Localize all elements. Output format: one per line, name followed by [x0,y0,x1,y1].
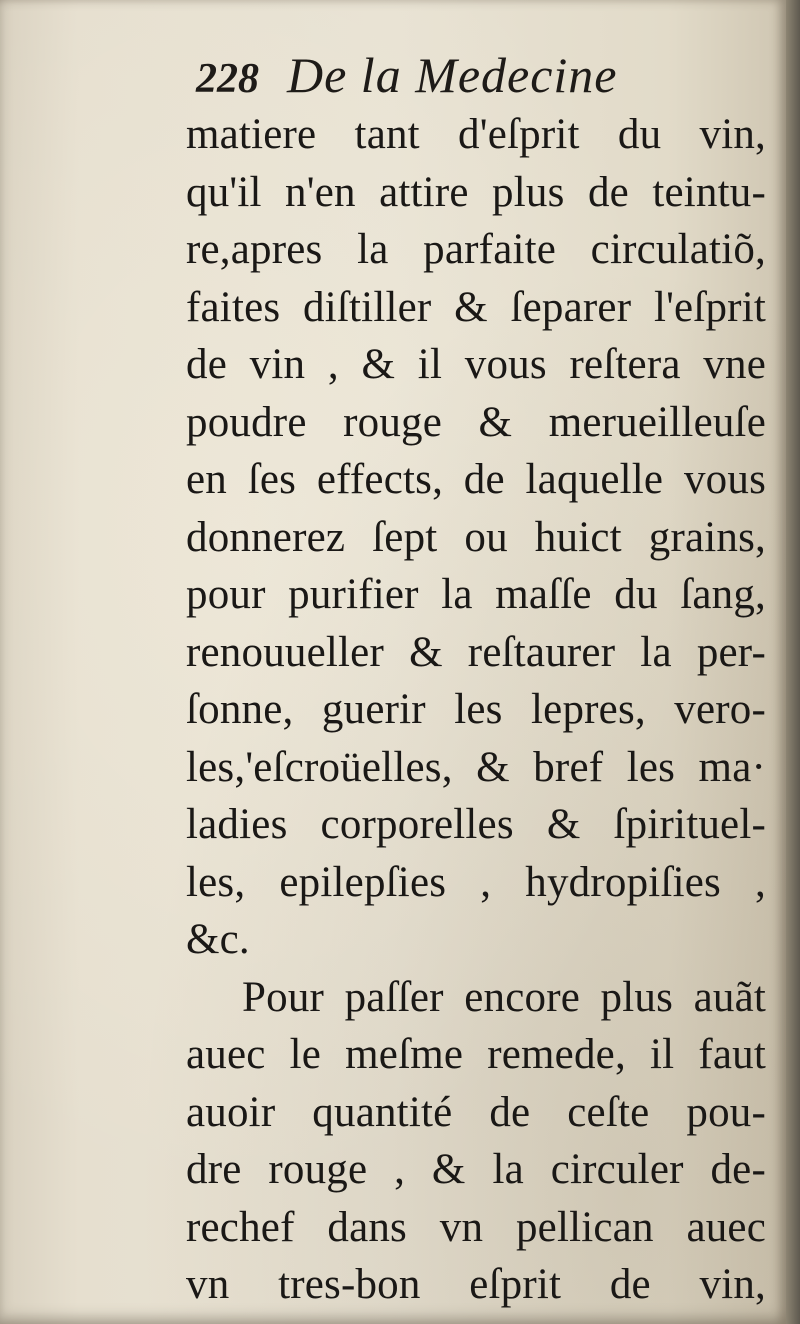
text-line: poudre rouge & merueilleuſe [186,398,766,446]
text-line: &c. [186,916,250,963]
text-line: donnerez ſept ou huict grains, [186,513,766,561]
text-line: en ſes effects, de laquelle vous [186,456,766,503]
page-edge-shadow [786,0,800,1324]
text-line: ſonne, guerir les lepres, vero- [186,686,766,733]
text-line: auec le meſme remede, il faut [186,1031,766,1078]
page-header [196,46,618,106]
running-head: De la Medecine [287,47,618,103]
text-line: ladies corporelles & ſpirituel- [186,801,766,848]
text-line: de vin , & il vous reſtera vne [186,341,766,388]
text-line: dre rouge , & la circuler de- [186,1146,766,1193]
text-line: Pour paſſer encore plus auãt [242,973,766,1021]
paragraph-1 [186,106,766,969]
text-line: auoir quantité de ceſte pou- [186,1088,766,1136]
body-text [186,106,766,1314]
text-line: rechef dans vn pellican auec [186,1203,766,1251]
text-line: matiere tant d'eſprit du vin, [186,111,766,158]
text-line: qu'il n'en attire plus de teintu- [186,168,766,216]
text-line: renouueller & reſtaurer la per- [186,628,766,676]
text-line: pour purifier la maſſe du ſang, [186,571,766,618]
text-line: vn tres-bon eſprit de vin, [186,1261,766,1308]
text-line: les,'eſcroüelles, & bref les ma· [186,743,766,791]
page-number: 228 [196,56,259,102]
paragraph-2 [186,969,766,1314]
text-line: les, epilepſies , hydropiſies , [186,858,766,906]
text-line: faites diſtiller & ſeparer l'eſprit [186,283,766,331]
text-line: re,apres la parfaite circulatiõ, [186,226,766,273]
